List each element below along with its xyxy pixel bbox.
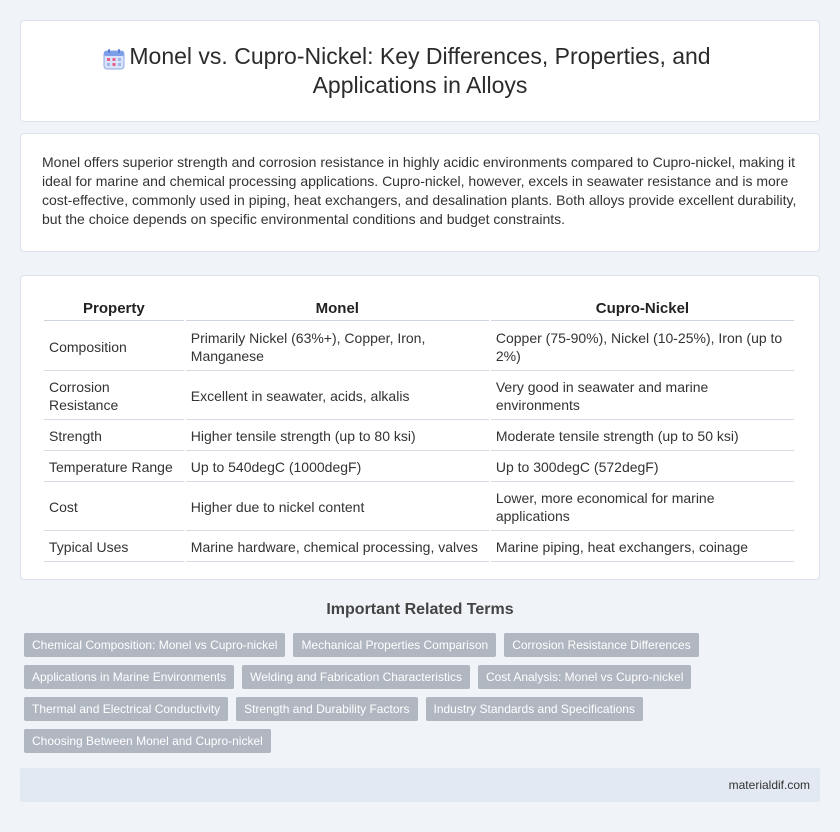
table-row	[44, 373, 794, 420]
related-term-tag[interactable]: Strength and Durability Factors	[236, 697, 417, 721]
table-cell: Lower, more economical for marine applications	[491, 484, 794, 531]
related-terms-title: Important Related Terms	[326, 601, 514, 618]
table-cell: Higher tensile strength (up to 80 ksi)	[186, 422, 489, 451]
related-term-tag[interactable]: Choosing Between Monel and Cupro-nickel	[24, 729, 271, 753]
related-term-tag[interactable]: Industry Standards and Specifications	[426, 697, 643, 721]
table-cell: Excellent in seawater, acids, alkalis	[186, 373, 489, 420]
page-title: Monel vs. Cupro-Nickel: Key Differences, Properties, and Applications in Alloys	[129, 43, 711, 98]
table-cell: Strength	[44, 422, 184, 451]
related-term-tag[interactable]: Chemical Composition: Monel vs Cupro-nickel	[24, 633, 285, 657]
table-cell: Marine hardware, chemical processing, valves	[186, 533, 489, 562]
header-cupro-nickel: Cupro-Nickel	[491, 298, 794, 321]
table-cell: Primarily Nickel (63%+), Copper, Iron, Manganese	[186, 323, 489, 371]
table-row	[44, 422, 794, 451]
table-cell: Copper (75-90%), Nickel (10-25%), Iron (up to 2%)	[491, 323, 794, 371]
footer-site-link[interactable]: materialdif.com	[728, 778, 810, 792]
header-monel: Monel	[186, 298, 489, 321]
table-cell: Composition	[44, 323, 184, 371]
table-cell: Up to 540degC (1000degF)	[186, 453, 489, 482]
intro-card	[20, 133, 820, 252]
table-row	[44, 453, 794, 482]
comparison-card	[20, 275, 820, 580]
related-term-tag[interactable]: Thermal and Electrical Conductivity	[24, 697, 228, 721]
related-terms-list	[24, 633, 724, 753]
table-cell: Temperature Range	[44, 453, 184, 482]
table-cell: Typical Uses	[44, 533, 184, 562]
related-term-tag[interactable]: Corrosion Resistance Differences	[504, 633, 699, 657]
footer	[20, 768, 820, 802]
table-cell: Cost	[44, 484, 184, 531]
table-header-row	[44, 298, 794, 321]
related-term-tag[interactable]: Mechanical Properties Comparison	[293, 633, 496, 657]
comparison-table	[42, 296, 796, 564]
table-row	[44, 484, 794, 531]
intro-paragraph: Monel offers superior strength and corrosion resistance in highly acidic environments compared to Cupro-nickel, making it ideal for marine and chemical processing applications. Cupro-nickel, however, excels in seawater resistance and is more cost-effective, commonly used in piping, heat exchangers, and desalination plants. Both alloys provide excellent durability, but the choice depends on specific environmental conditions and budget constraints.	[42, 154, 797, 227]
table-row	[44, 323, 794, 371]
table-cell: Up to 300degC (572degF)	[491, 453, 794, 482]
table-cell: Very good in seawater and marine environments	[491, 373, 794, 420]
table-cell: Marine piping, heat exchangers, coinage	[491, 533, 794, 562]
header-property: Property	[44, 298, 184, 321]
table-row	[44, 533, 794, 562]
table-cell: Moderate tensile strength (up to 50 ksi)	[491, 422, 794, 451]
related-term-tag[interactable]: Welding and Fabrication Characteristics	[242, 665, 470, 689]
table-cell: Corrosion Resistance	[44, 373, 184, 420]
header-card	[20, 20, 820, 122]
related-term-tag[interactable]: Cost Analysis: Monel vs Cupro-nickel	[478, 665, 691, 689]
table-cell: Higher due to nickel content	[186, 484, 489, 531]
related-term-tag[interactable]: Applications in Marine Environments	[24, 665, 234, 689]
